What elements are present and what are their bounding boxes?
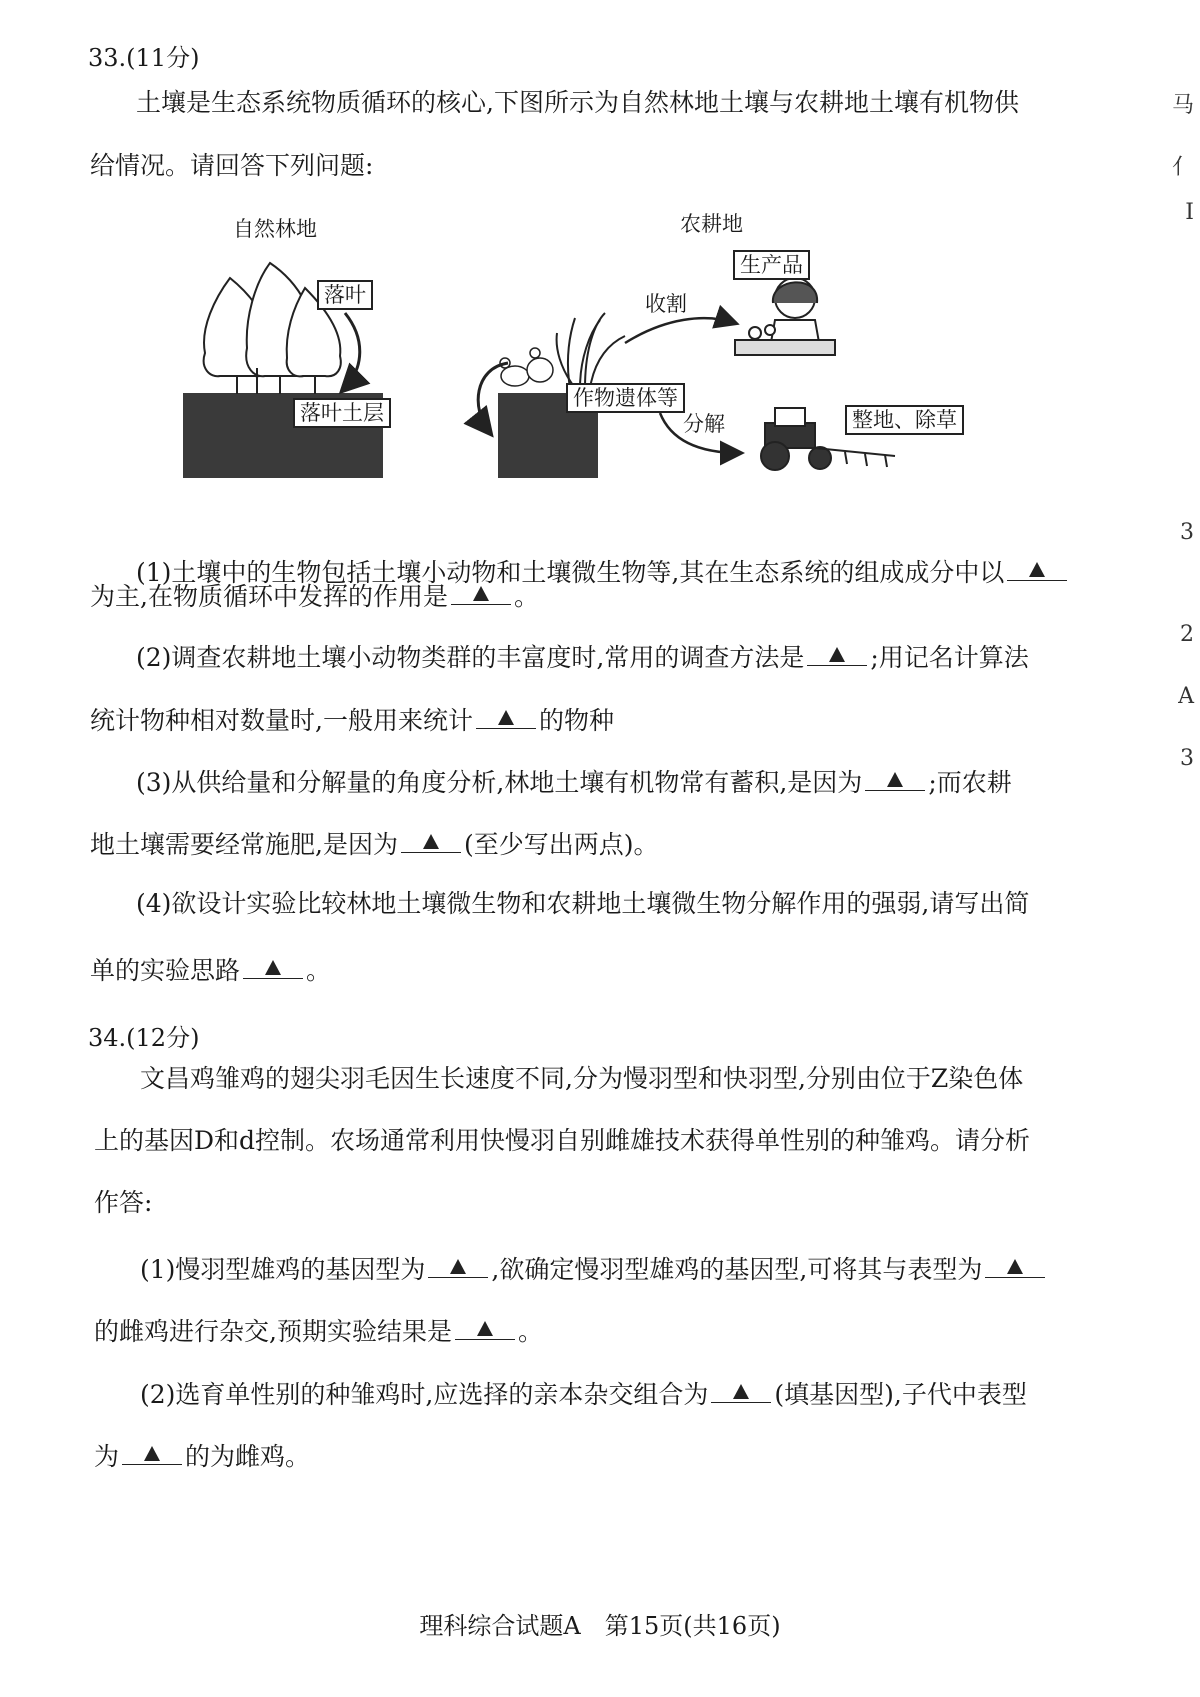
answer-blank[interactable] xyxy=(711,1378,771,1403)
edge-glyph: 2 xyxy=(1180,622,1194,647)
leaf-fall-arrow xyxy=(343,313,360,390)
harvest-label: 收割 xyxy=(645,292,687,316)
farm-title: 农耕地 xyxy=(680,212,743,236)
answer-blank[interactable] xyxy=(476,704,536,729)
answer-blank[interactable] xyxy=(865,766,925,791)
page-footer: 理科综合试题A 第15页(共16页) xyxy=(419,1612,781,1640)
q34-intro-line3: 作答: xyxy=(94,1188,153,1217)
q33-p4-line2: 单的实验思路 。 xyxy=(90,956,332,985)
answer-blank[interactable] xyxy=(807,641,867,666)
edge-glyph: 3 xyxy=(1180,520,1194,545)
edge-glyph: I xyxy=(1185,200,1194,225)
q33-p1-line2: 为主,在物质循环中发挥的作用是 。 xyxy=(90,582,539,611)
products-label: 生产品 xyxy=(733,250,810,280)
q33-p2-line1: (2)调查农耕地土壤小动物类群的丰富度时,常用的调查方法是 ;用记名计算法 xyxy=(136,643,1029,672)
edge-glyph: 3 xyxy=(1180,746,1194,771)
person-icon xyxy=(735,278,835,355)
question-33-header xyxy=(88,38,199,73)
question-number: 34. xyxy=(88,1024,127,1052)
q33-intro-line2: 给情况。请回答下列问题: xyxy=(90,151,374,180)
q34-intro-line2: 上的基因D和d控制。农场通常利用快慢羽自别雌雄技术获得单性别的种雏鸡。请分析 xyxy=(94,1126,1031,1155)
tillage-label: 整地、除草 xyxy=(845,405,964,435)
leaf-fall-label: 落叶 xyxy=(317,280,373,310)
q34-p2-line2: 为 的为雌鸡。 xyxy=(94,1442,311,1471)
edge-glyph: 马 xyxy=(1171,93,1194,118)
soil-organic-matter-figure xyxy=(175,208,1035,528)
forest-title: 自然林地 xyxy=(233,217,317,241)
harvest-arrow xyxy=(625,318,735,343)
edge-glyph: A xyxy=(1178,684,1194,709)
q33-p4-line1: (4)欲设计实验比较林地土壤微生物和农耕地土壤微生物分解作用的强弱,请写出简 xyxy=(136,889,1030,918)
crop-residue-label: 作物遗体等 xyxy=(566,383,685,413)
question-score: (12分) xyxy=(126,1024,200,1052)
crops-icon xyxy=(557,313,625,388)
figure-drawing xyxy=(175,208,1035,528)
edge-glyph: 亻 xyxy=(1171,155,1194,180)
chickens-icon xyxy=(500,348,553,386)
answer-blank[interactable] xyxy=(428,1253,488,1278)
q34-intro-line1: 文昌鸡雏鸡的翅尖羽毛因生长速度不同,分为慢羽型和快羽型,分别由位于Z染色体 xyxy=(140,1064,1024,1093)
answer-blank[interactable] xyxy=(243,954,303,979)
q34-p1-line1: (1)慢羽型雄鸡的基因型为 ,欲确定慢羽型雄鸡的基因型,可将其与表型为 xyxy=(140,1253,1048,1282)
decompose-label: 分解 xyxy=(683,412,725,436)
question-34-header xyxy=(88,1018,199,1053)
question-number: 33. xyxy=(88,44,127,72)
answer-blank[interactable] xyxy=(455,1315,515,1340)
q34-p1-line2: 的雌鸡进行杂交,预期实验结果是 。 xyxy=(94,1317,543,1346)
q33-p3-line1: (3)从供给量和分解量的角度分析,林地土壤有机物常有蓄积,是因为 ;而农耕 xyxy=(136,768,1012,797)
q34-p2-line1: (2)选育单性别的种雏鸡时,应选择的亲本杂交组合为 (填基因型),子代中表型 xyxy=(140,1380,1027,1409)
answer-blank[interactable] xyxy=(401,828,461,853)
answer-blank[interactable] xyxy=(1007,556,1067,581)
q33-intro-line1: 土壤是生态系统物质循环的核心,下图所示为自然林地土壤与农耕地土壤有机物供 xyxy=(136,88,1019,117)
answer-blank[interactable] xyxy=(451,580,511,605)
answer-blank[interactable] xyxy=(122,1440,182,1465)
question-score: (11分) xyxy=(126,44,200,72)
q33-p2-line2: 统计物种相对数量时,一般用来统计 的物种 xyxy=(90,706,614,735)
q33-p1-line1: (1)土壤中的生物包括土壤小动物和土壤微生物等,其在生态系统的组成成分中以 xyxy=(136,556,1070,585)
answer-blank[interactable] xyxy=(985,1253,1045,1278)
litter-layer-label: 落叶土层 xyxy=(293,398,391,428)
q33-p3-line2: 地土壤需要经常施肥,是因为 (至少写出两点)。 xyxy=(90,830,659,859)
